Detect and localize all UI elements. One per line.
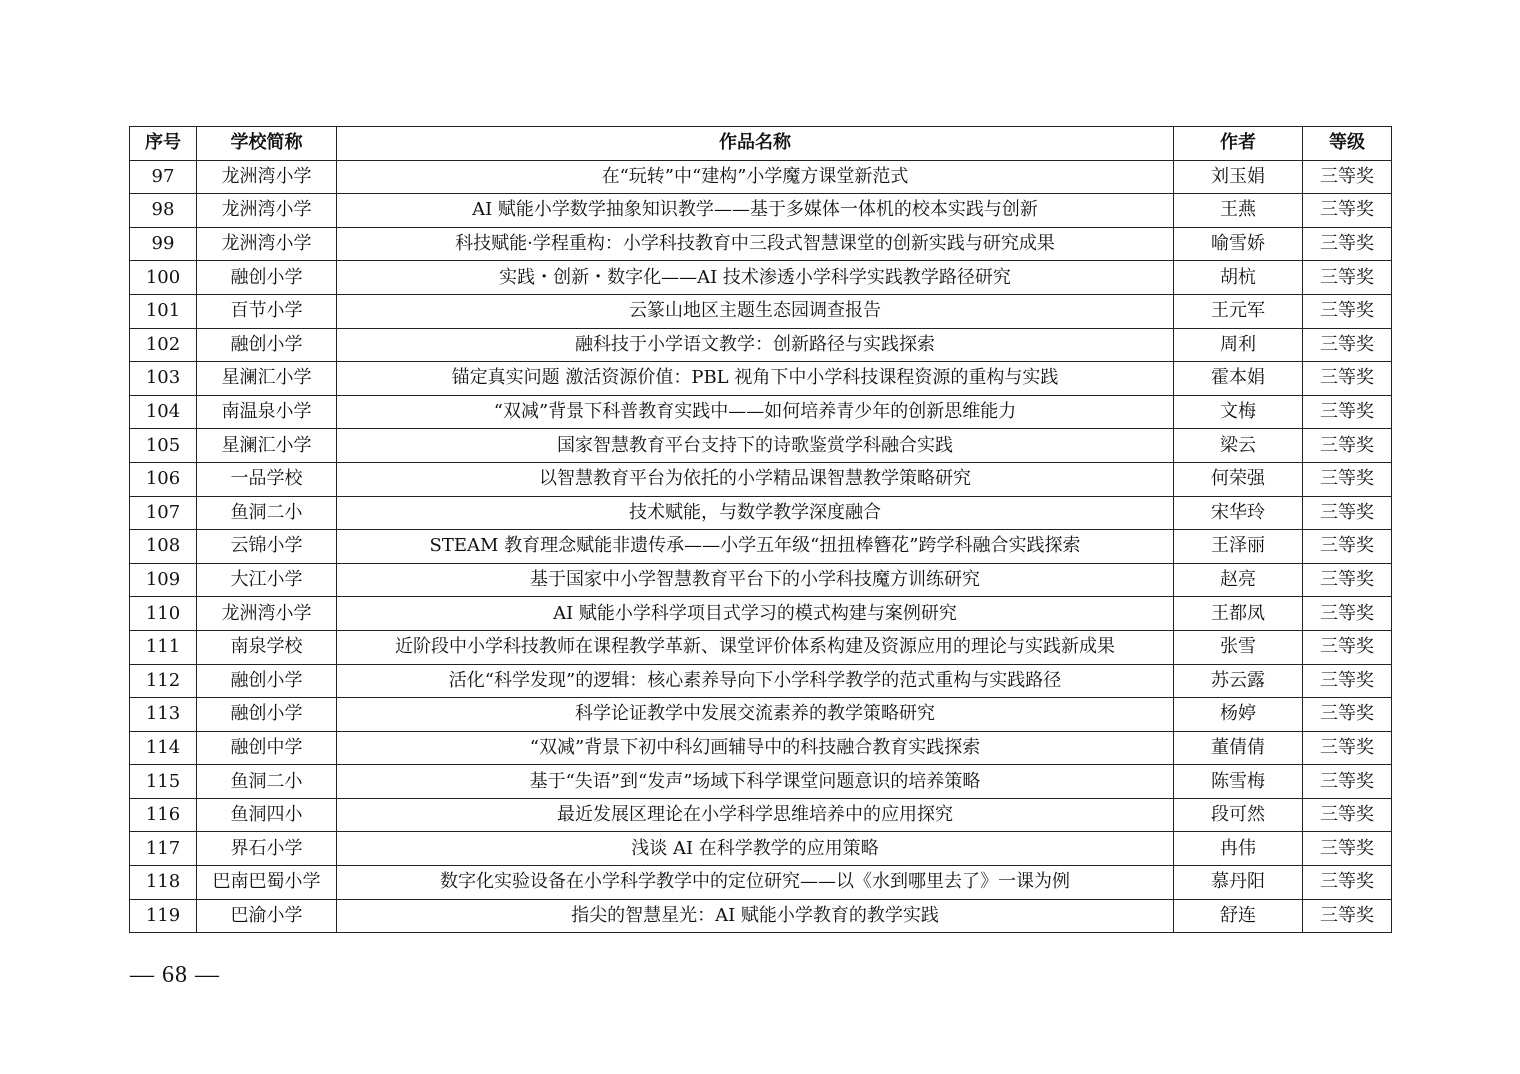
school-name-cell: 巴南巴蜀小学	[197, 866, 337, 900]
award-level-cell: 三等奖	[1303, 496, 1392, 530]
serial-number-cell: 108	[130, 530, 197, 564]
serial-number-cell: 106	[130, 462, 197, 496]
page-number: — 68 —	[130, 962, 220, 988]
author-cell: 喻雪娇	[1174, 227, 1303, 261]
table-row	[130, 664, 1392, 698]
award-level-cell: 三等奖	[1303, 832, 1392, 866]
table-row	[130, 899, 1392, 933]
header-award-level: 等级	[1303, 127, 1392, 161]
serial-number-cell: 103	[130, 362, 197, 396]
work-title-cell: 技术赋能，与数学教学深度融合	[337, 496, 1174, 530]
author-cell: 张雪	[1174, 630, 1303, 664]
author-cell: 舒连	[1174, 899, 1303, 933]
work-title-cell: 最近发展区理论在小学科学思维培养中的应用探究	[337, 798, 1174, 832]
award-level-cell: 三等奖	[1303, 866, 1392, 900]
table-row	[130, 866, 1392, 900]
work-title-cell: 云篆山地区主题生态园调查报告	[337, 294, 1174, 328]
award-level-cell: 三等奖	[1303, 362, 1392, 396]
work-title-cell: 融科技于小学语文教学：创新路径与实践探索	[337, 328, 1174, 362]
header-school-name: 学校简称	[197, 127, 337, 161]
award-level-cell: 三等奖	[1303, 395, 1392, 429]
award-level-cell: 三等奖	[1303, 194, 1392, 228]
author-cell: 王元军	[1174, 294, 1303, 328]
author-cell: 文梅	[1174, 395, 1303, 429]
table-row	[130, 160, 1392, 194]
work-title-cell: 近阶段中小学科技教师在课程教学革新、课堂评价体系构建及资源应用的理论与实践新成果	[337, 630, 1174, 664]
school-name-cell: 龙洲湾小学	[197, 194, 337, 228]
serial-number-cell: 114	[130, 731, 197, 765]
table-row	[130, 462, 1392, 496]
work-title-cell: 锚定真实问题 激活资源价值：PBL 视角下中小学科技课程资源的重构与实践	[337, 362, 1174, 396]
work-title-cell: 数字化实验设备在小学科学教学中的定位研究——以《水到哪里去了》一课为例	[337, 866, 1174, 900]
table-row	[130, 496, 1392, 530]
awards-table	[129, 126, 1392, 933]
award-level-cell: 三等奖	[1303, 630, 1392, 664]
school-name-cell: 南泉学校	[197, 630, 337, 664]
author-cell: 梁云	[1174, 429, 1303, 463]
award-level-cell: 三等奖	[1303, 731, 1392, 765]
serial-number-cell: 100	[130, 261, 197, 295]
author-cell: 何荣强	[1174, 462, 1303, 496]
school-name-cell: 龙洲湾小学	[197, 160, 337, 194]
table-row	[130, 832, 1392, 866]
school-name-cell: 鱼洞四小	[197, 798, 337, 832]
school-name-cell: 云锦小学	[197, 530, 337, 564]
table-row	[130, 227, 1392, 261]
work-title-cell: 指尖的智慧星光：AI 赋能小学教育的教学实践	[337, 899, 1174, 933]
school-name-cell: 融创小学	[197, 664, 337, 698]
school-name-cell: 龙洲湾小学	[197, 597, 337, 631]
award-level-cell: 三等奖	[1303, 530, 1392, 564]
author-cell: 刘玉娟	[1174, 160, 1303, 194]
table-body	[130, 160, 1392, 933]
table-row	[130, 429, 1392, 463]
author-cell: 赵亮	[1174, 563, 1303, 597]
header-author: 作者	[1174, 127, 1303, 161]
serial-number-cell: 112	[130, 664, 197, 698]
work-title-cell: 国家智慧教育平台支持下的诗歌鉴赏学科融合实践	[337, 429, 1174, 463]
author-cell: 王泽丽	[1174, 530, 1303, 564]
author-cell: 胡杭	[1174, 261, 1303, 295]
serial-number-cell: 113	[130, 698, 197, 732]
award-level-cell: 三等奖	[1303, 328, 1392, 362]
table-row	[130, 530, 1392, 564]
school-name-cell: 鱼洞二小	[197, 765, 337, 799]
author-cell: 周利	[1174, 328, 1303, 362]
work-title-cell: 科技赋能·学程重构：小学科技教育中三段式智慧课堂的创新实践与研究成果	[337, 227, 1174, 261]
work-title-cell: 实践・创新・数字化——AI 技术渗透小学科学实践教学路径研究	[337, 261, 1174, 295]
serial-number-cell: 98	[130, 194, 197, 228]
table-row	[130, 698, 1392, 732]
serial-number-cell: 102	[130, 328, 197, 362]
serial-number-cell: 117	[130, 832, 197, 866]
work-title-cell: 活化“科学发现”的逻辑：核心素养导向下小学科学教学的范式重构与实践路径	[337, 664, 1174, 698]
table-header	[130, 127, 1392, 161]
serial-number-cell: 119	[130, 899, 197, 933]
table-row	[130, 765, 1392, 799]
award-level-cell: 三等奖	[1303, 429, 1392, 463]
award-level-cell: 三等奖	[1303, 294, 1392, 328]
school-name-cell: 星澜汇小学	[197, 429, 337, 463]
table-row	[130, 261, 1392, 295]
award-level-cell: 三等奖	[1303, 261, 1392, 295]
serial-number-cell: 111	[130, 630, 197, 664]
school-name-cell: 南温泉小学	[197, 395, 337, 429]
work-title-cell: 在“玩转”中“建构”小学魔方课堂新范式	[337, 160, 1174, 194]
award-level-cell: 三等奖	[1303, 798, 1392, 832]
table-row	[130, 194, 1392, 228]
author-cell: 慕丹阳	[1174, 866, 1303, 900]
work-title-cell: AI 赋能小学科学项目式学习的模式构建与案例研究	[337, 597, 1174, 631]
award-level-cell: 三等奖	[1303, 698, 1392, 732]
author-cell: 杨婷	[1174, 698, 1303, 732]
table-row	[130, 294, 1392, 328]
work-title-cell: 科学论证教学中发展交流素养的教学策略研究	[337, 698, 1174, 732]
award-level-cell: 三等奖	[1303, 765, 1392, 799]
work-title-cell: “双减”背景下科普教育实践中——如何培养青少年的创新思维能力	[337, 395, 1174, 429]
serial-number-cell: 118	[130, 866, 197, 900]
table-row	[130, 798, 1392, 832]
school-name-cell: 大江小学	[197, 563, 337, 597]
work-title-cell: STEAM 教育理念赋能非遗传承——小学五年级“扭扭棒簪花”跨学科融合实践探索	[337, 530, 1174, 564]
serial-number-cell: 101	[130, 294, 197, 328]
school-name-cell: 融创小学	[197, 328, 337, 362]
work-title-cell: AI 赋能小学数学抽象知识教学——基于多媒体一体机的校本实践与创新	[337, 194, 1174, 228]
serial-number-cell: 115	[130, 765, 197, 799]
award-level-cell: 三等奖	[1303, 563, 1392, 597]
author-cell: 苏云露	[1174, 664, 1303, 698]
school-name-cell: 融创中学	[197, 731, 337, 765]
author-cell: 冉伟	[1174, 832, 1303, 866]
serial-number-cell: 110	[130, 597, 197, 631]
table-row	[130, 731, 1392, 765]
school-name-cell: 一品学校	[197, 462, 337, 496]
author-cell: 段可然	[1174, 798, 1303, 832]
school-name-cell: 融创小学	[197, 698, 337, 732]
award-level-cell: 三等奖	[1303, 227, 1392, 261]
serial-number-cell: 107	[130, 496, 197, 530]
work-title-cell: “双减”背景下初中科幻画辅导中的科技融合教育实践探索	[337, 731, 1174, 765]
serial-number-cell: 116	[130, 798, 197, 832]
school-name-cell: 百节小学	[197, 294, 337, 328]
table-row	[130, 395, 1392, 429]
header-row	[130, 127, 1392, 161]
school-name-cell: 界石小学	[197, 832, 337, 866]
school-name-cell: 鱼洞二小	[197, 496, 337, 530]
school-name-cell: 龙洲湾小学	[197, 227, 337, 261]
header-serial-number: 序号	[130, 127, 197, 161]
award-level-cell: 三等奖	[1303, 899, 1392, 933]
school-name-cell: 巴渝小学	[197, 899, 337, 933]
author-cell: 王都凤	[1174, 597, 1303, 631]
table-row	[130, 597, 1392, 631]
work-title-cell: 浅谈 AI 在科学教学的应用策略	[337, 832, 1174, 866]
award-level-cell: 三等奖	[1303, 664, 1392, 698]
award-level-cell: 三等奖	[1303, 462, 1392, 496]
work-title-cell: 以智慧教育平台为依托的小学精品课智慧教学策略研究	[337, 462, 1174, 496]
work-title-cell: 基于“失语”到“发声”场域下科学课堂问题意识的培养策略	[337, 765, 1174, 799]
award-level-cell: 三等奖	[1303, 160, 1392, 194]
serial-number-cell: 104	[130, 395, 197, 429]
serial-number-cell: 109	[130, 563, 197, 597]
author-cell: 董倩倩	[1174, 731, 1303, 765]
school-name-cell: 星澜汇小学	[197, 362, 337, 396]
award-level-cell: 三等奖	[1303, 597, 1392, 631]
author-cell: 王燕	[1174, 194, 1303, 228]
serial-number-cell: 97	[130, 160, 197, 194]
work-title-cell: 基于国家中小学智慧教育平台下的小学科技魔方训练研究	[337, 563, 1174, 597]
header-work-title: 作品名称	[337, 127, 1174, 161]
school-name-cell: 融创小学	[197, 261, 337, 295]
serial-number-cell: 99	[130, 227, 197, 261]
author-cell: 霍本娟	[1174, 362, 1303, 396]
author-cell: 陈雪梅	[1174, 765, 1303, 799]
table-row	[130, 362, 1392, 396]
table-row	[130, 328, 1392, 362]
table-row	[130, 630, 1392, 664]
author-cell: 宋华玲	[1174, 496, 1303, 530]
serial-number-cell: 105	[130, 429, 197, 463]
table-row	[130, 563, 1392, 597]
